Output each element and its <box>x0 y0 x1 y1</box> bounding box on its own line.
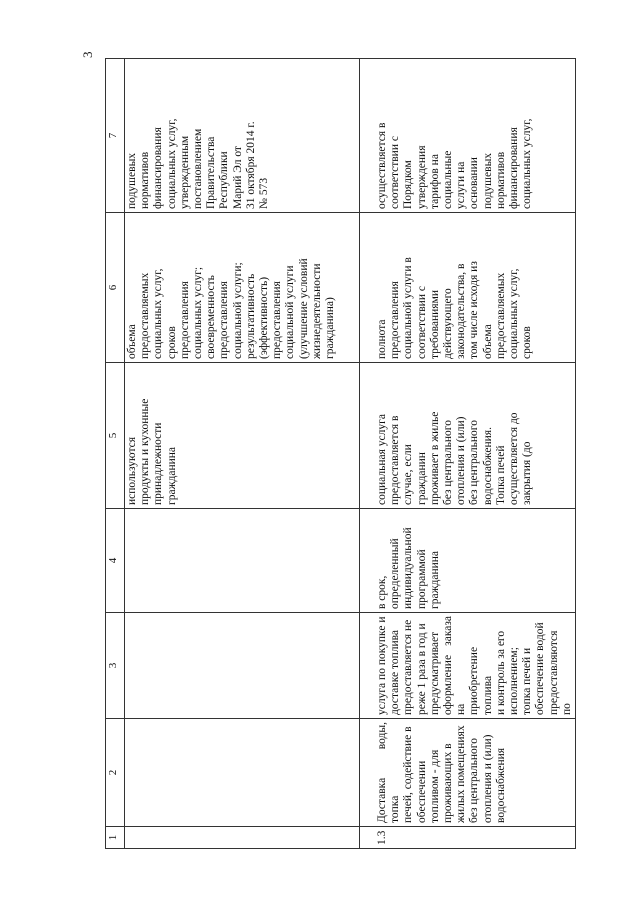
cell-text-line: обеспечение водой <box>534 622 547 715</box>
cell-text-line: реже 1 раза в год и <box>415 623 428 715</box>
cell-text-line: действующего <box>442 288 455 359</box>
cell-text-line: № 573 <box>258 177 271 209</box>
cell-text-line: программой <box>415 549 428 609</box>
cell-text-line: в срок, <box>376 575 388 609</box>
cell-text-line: водоснабжения. <box>481 427 494 505</box>
cell-text-line: топливом - для <box>428 749 441 823</box>
cell-text-line: гражданина) <box>324 297 337 359</box>
empty-cell <box>125 719 360 827</box>
cell-text-line: нормативов <box>139 151 152 209</box>
cell-text-line: обеспечении <box>415 760 428 823</box>
cell-text-line: социальная услуга <box>376 414 388 505</box>
cell-text-line: гражданина <box>428 550 441 609</box>
cell-service-quality <box>360 213 576 363</box>
cell-text-line: социальных услуг, <box>521 118 534 209</box>
cell-text-line: предоставляются по <box>547 630 573 715</box>
cell-text-line: том числе исходя из <box>468 261 481 359</box>
cell-text-line: доставке топлива <box>389 629 402 715</box>
cell-text-line: социальные <box>442 150 455 209</box>
cell-text-line: Правительства <box>205 136 218 209</box>
header-cell: 1 <box>106 827 125 849</box>
cell-text-line: жилых помещениях <box>455 725 468 823</box>
cell-text-line: услуга по покупке и <box>376 616 388 715</box>
cell-text-line: осуществляется в <box>376 122 388 209</box>
cell-text-line: объема <box>481 324 494 359</box>
cell-text-line: закрытия (до <box>521 441 534 505</box>
cell-text-line: Республики <box>218 151 231 209</box>
cell-col7-continued <box>125 59 360 213</box>
cell-text-line: основании <box>468 157 481 209</box>
cell-text-line: Порядком <box>402 160 415 209</box>
cell-text-line: постановлением <box>192 128 205 209</box>
cell-text-line: проживающих в <box>442 743 455 823</box>
header-cell: 2 <box>106 719 125 827</box>
cell-text-line: отопления и (или) <box>455 416 468 505</box>
cell-text-line: печей, содействие в <box>402 726 415 823</box>
cell-text-line: водоснабжения <box>494 747 507 823</box>
cell-text-line: и контроль за его <box>494 630 507 715</box>
empty-cell <box>125 509 360 613</box>
row-number-cell: 1.3 <box>360 827 576 849</box>
rotated-table-container <box>105 59 573 849</box>
cell-text-line: исполнением; <box>508 647 521 715</box>
cell-text-line: соответствии с <box>389 136 402 209</box>
cell-text-line: предоставления <box>271 281 284 359</box>
cell-text-line: Марий Эл от <box>231 146 244 209</box>
cell-text-line: социальных услуг; <box>192 266 205 359</box>
cell-text-line: тарифов на <box>428 154 441 209</box>
cell-text-line: предоставления <box>178 281 191 359</box>
cell-text-line: (улучшение условий <box>297 258 310 359</box>
cell-text-line: подушевых <box>126 152 138 209</box>
cell-text-line: социальных услуг, <box>165 118 178 209</box>
cell-text-line: предоставления <box>218 281 231 359</box>
cell-text-line: предусматривает <box>428 631 441 715</box>
header-cell: 7 <box>106 59 125 213</box>
table-row-1-3 <box>360 59 576 849</box>
header-cell: 5 <box>106 363 125 509</box>
cell-text-line: социальной услуги <box>284 265 297 359</box>
cell-text-line: предоставляемых <box>139 272 152 359</box>
cell-col6-continued <box>125 213 360 363</box>
cell-text-line: утвержденным <box>178 135 191 209</box>
cell-text-line: оформление заказа на <box>442 616 468 715</box>
cell-text-line: полнота <box>376 319 388 359</box>
cell-text-line: социальных услуг, <box>508 268 521 359</box>
cell-text-line: используются <box>126 436 138 505</box>
cell-text-line: подушевых <box>481 152 494 209</box>
cell-service-name <box>360 719 576 827</box>
cell-text-line: Топка печей <box>494 445 507 505</box>
cell-text-line: (эффективность) <box>258 276 271 359</box>
cell-text-line: финансирования <box>152 127 165 209</box>
cell-text-line: утверждения <box>415 145 428 209</box>
cell-text-line: соответствии с <box>415 286 428 359</box>
cell-text-line: приобретение топлива <box>468 646 494 715</box>
cell-text-line: объема <box>126 324 138 359</box>
cell-service-payment <box>360 59 576 213</box>
services-table <box>105 58 576 849</box>
cell-text-line: гражданин <box>415 452 428 505</box>
header-cell: 4 <box>106 509 125 613</box>
cell-text-line: законодательства, в <box>455 263 468 359</box>
cell-text-line: нормативов <box>494 151 507 209</box>
cell-service-conditions <box>360 363 576 509</box>
header-cell: 3 <box>106 613 125 719</box>
cell-text-line: предоставления <box>389 281 402 359</box>
cell-text-line: предоставляется не <box>402 619 415 715</box>
cell-text-line: услуги на <box>455 161 468 209</box>
cell-text-line: сроков <box>165 326 178 359</box>
cell-text-line: социальной услуги; <box>231 262 244 359</box>
cell-text-line: Доставка воды, топка <box>376 722 402 823</box>
page-number: 3 <box>80 51 95 58</box>
cell-text-line: без центрального <box>442 420 455 505</box>
cell-text-line: осуществляется до <box>508 412 521 505</box>
cell-text-line: определенный <box>389 538 402 609</box>
cell-text-line: продукты и кухонные <box>139 398 152 505</box>
cell-text-line: социальных услуг, <box>152 268 165 359</box>
cell-text-line: финансирования <box>508 127 521 209</box>
cell-text-line: жизнедеятельности <box>310 263 323 359</box>
cell-text-line: случае, если <box>402 444 415 505</box>
cell-text-line: отопления и (или) <box>481 734 494 823</box>
empty-cell <box>125 613 360 719</box>
cell-text-line: предоставляемых <box>494 272 507 359</box>
cell-text-line: без центрального <box>468 420 481 505</box>
cell-text-line: 31 октября 2014 г. <box>244 121 257 209</box>
empty-cell <box>125 827 360 849</box>
cell-text-line: принадлежности <box>152 422 165 505</box>
cell-col5-continued <box>125 363 360 509</box>
cell-text-line: результативность <box>244 273 257 359</box>
cell-text-line: индивидуальной <box>402 527 415 609</box>
header-cell: 6 <box>106 213 125 363</box>
cell-text-line: гражданина <box>165 446 178 505</box>
table-header-row <box>106 59 125 849</box>
cell-text-line: предоставляется в <box>389 415 402 505</box>
cell-text-line: топка печей и <box>521 647 534 715</box>
cell-text-line: социальной услуги в <box>402 257 415 359</box>
cell-text-line: проживает в жилье <box>428 411 441 505</box>
cell-text-line: без центрального <box>468 738 481 823</box>
cell-text-line: требованиями <box>428 289 441 359</box>
table-row-continued <box>125 59 360 849</box>
cell-service-description <box>360 613 576 719</box>
cell-text-line: сроков <box>521 326 534 359</box>
cell-text-line: своевременность <box>205 275 218 359</box>
cell-service-term <box>360 509 576 613</box>
